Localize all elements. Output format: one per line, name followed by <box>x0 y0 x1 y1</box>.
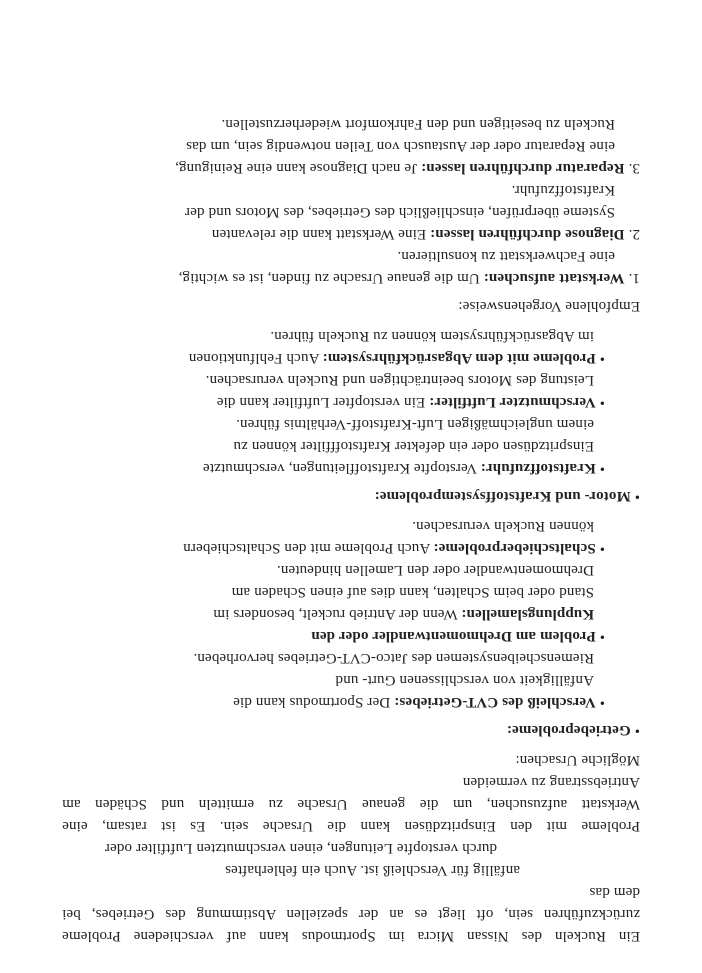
text-line <box>62 669 594 691</box>
text-line <box>62 369 594 391</box>
text-segment: Leistung des Motors beeinträchtigen und Ruckeln verursachen. <box>205 372 594 388</box>
text-block <box>62 771 640 947</box>
text-segment: Stand oder beim Schalten, kann dies auf einen Schaden am <box>231 584 594 600</box>
text-segment: • <box>595 628 605 644</box>
text-line <box>62 815 640 837</box>
bold-text-segment: Schaltschieberprobleme: <box>433 540 596 556</box>
text-block <box>62 485 640 507</box>
bold-text-segment: Problem am Drehmomentwandler oder den <box>311 628 596 644</box>
text-block <box>62 719 640 741</box>
text-segment: 2. <box>624 226 640 242</box>
bold-text-segment: Kupplungslamellen: <box>461 606 594 622</box>
text-segment: Riemenscheibensystemen des Jatco-CVT-Getriebes hervorheben. <box>193 650 594 666</box>
text-line <box>62 691 605 713</box>
text-line <box>62 581 594 603</box>
text-line <box>62 267 640 289</box>
text-segment: Ein Ruckeln des Nissan Micra im Sportmodus kann auf verschiedene Probleme <box>62 928 640 944</box>
text-block <box>62 295 640 317</box>
text-line <box>62 719 640 741</box>
text-block <box>62 515 640 559</box>
text-segment: Drehmomentwandler oder den Lamellen hindeuten. <box>276 562 594 578</box>
text-line <box>62 903 640 925</box>
text-segment: Anfälligkeit von verschlissenen Gurt- und <box>335 672 594 688</box>
text-segment: Der Sportmodus kann die <box>233 694 395 710</box>
text-segment: anfällig für Verschleiß ist. Auch ein fehlerhaftes <box>224 862 520 878</box>
text-block <box>62 749 640 771</box>
text-segment: Einspritzdüsen oder ein defekter Kraftstofffilter können zu <box>233 438 594 454</box>
text-segment: eine Reparatur oder der Austausch von Teilen notwendig sein, um das <box>185 138 615 154</box>
text-line <box>62 113 615 135</box>
text-segment: eine Fachwerkstatt zu konsultieren. <box>397 248 615 264</box>
text-line <box>62 201 615 223</box>
text-segment: Verstopfte Kraftstoffleitungen, verschmutzte <box>202 460 481 476</box>
text-line <box>62 179 615 201</box>
text-segment: Probleme mit den Einspritzdüsen kann die Ursache sein. Es ist ratsam, eine <box>62 818 640 834</box>
text-segment: Je nach Diagnose kann eine Reinigung, <box>174 160 421 176</box>
text-line <box>62 859 520 881</box>
text-line <box>62 223 640 245</box>
text-segment: • <box>630 722 640 738</box>
text-line <box>62 295 640 317</box>
text-segment: einem ungleichmäßigen Luft-Kraftstoff-Verhältnis führen. <box>235 416 594 432</box>
text-line <box>62 881 640 903</box>
text-segment: zurückzuführen sein, oft liegt es an der speziellen Abstimmung des Getriebes, bei <box>62 906 640 922</box>
text-segment: 1. <box>624 270 640 286</box>
bold-text-segment: Getriebeprobleme: <box>506 722 631 738</box>
text-segment: Mögliche Ursachen: <box>515 752 640 768</box>
text-line <box>62 793 640 815</box>
text-segment: • <box>595 350 605 366</box>
text-segment: Auch Probleme mit den Schaltschiebern <box>183 540 434 556</box>
text-line <box>62 135 615 157</box>
text-line <box>62 157 640 179</box>
text-line <box>62 485 640 507</box>
text-line <box>62 625 605 647</box>
text-block <box>62 325 640 369</box>
text-segment: Ein verstopfter Luftfilter kann die <box>216 394 430 410</box>
text-segment: Wenn der Antrieb ruckelt, besonders im <box>213 606 462 622</box>
bold-text-segment: Verschleiß des CVT-Getriebes: <box>394 694 596 710</box>
bold-text-segment: Diagnose durchführen lassen: <box>430 226 625 242</box>
text-block <box>62 413 640 479</box>
text-line <box>62 435 594 457</box>
text-segment: Eine Werkstatt kann die relevanten <box>211 226 431 242</box>
text-block <box>62 179 640 245</box>
bold-text-segment: Probleme mit dem Abgasrückführsystem: <box>322 350 596 366</box>
text-line <box>62 537 605 559</box>
text-segment: dem das <box>589 884 640 900</box>
text-segment: • <box>595 394 605 410</box>
text-segment: können Ruckeln verursachen. <box>412 518 594 534</box>
text-segment: • <box>595 460 605 476</box>
text-segment: Ruckeln zu beseitigen und den Fahrkomfort wiederherzustellen. <box>221 116 615 132</box>
text-block <box>62 369 640 413</box>
text-segment: 3. <box>624 160 640 176</box>
text-block <box>62 647 640 713</box>
text-line <box>62 245 615 267</box>
text-line <box>62 647 594 669</box>
bold-text-segment: Werkstatt aufsuchen: <box>483 270 625 286</box>
text-block <box>62 245 640 289</box>
text-segment: Auch Fehlfunktionen <box>188 350 323 366</box>
text-line <box>62 749 640 771</box>
text-segment: Werkstatt aufzusuchen, um die genaue Ursache zu ermitteln und Schäden am <box>62 796 640 812</box>
text-line <box>62 925 640 947</box>
text-block <box>62 559 640 647</box>
text-line <box>62 559 594 581</box>
text-line <box>62 837 497 859</box>
text-segment: Antriebsstrang zu vermeiden <box>462 774 640 790</box>
text-segment: durch verstopfte Leitungen, einen verschmutzten Luftfilter oder <box>104 840 497 856</box>
text-segment: • <box>595 694 605 710</box>
text-segment: Systeme überprüfen, einschließlich des Getriebes, des Motors und der <box>184 204 615 220</box>
text-line <box>62 391 605 413</box>
text-segment: Empfohlene Vorgehensweise: <box>458 298 640 314</box>
bold-text-segment: Kraftstoffzufuhr: <box>480 460 596 476</box>
bold-text-segment: Verschmutzter Luftfilter: <box>429 394 596 410</box>
text-block <box>62 113 640 179</box>
text-segment: Um die genaue Ursache zu finden, ist es wichtig, <box>178 270 484 286</box>
text-line <box>62 771 640 793</box>
text-line <box>62 603 594 625</box>
text-line <box>62 515 594 537</box>
text-segment: • <box>630 488 640 504</box>
bold-text-segment: Motor- und Kraftstoffsystemprobleme: <box>374 488 631 504</box>
text-segment: • <box>595 540 605 556</box>
text-line <box>62 457 605 479</box>
bold-text-segment: Reparatur durchführen lassen: <box>421 160 625 176</box>
text-line <box>62 325 594 347</box>
text-segment: Kraftstoffzufuhr. <box>511 182 615 198</box>
text-line <box>62 413 594 435</box>
text-segment: im Abgasrückführsystem können zu Ruckeln führen. <box>270 328 594 344</box>
text-line <box>62 347 605 369</box>
